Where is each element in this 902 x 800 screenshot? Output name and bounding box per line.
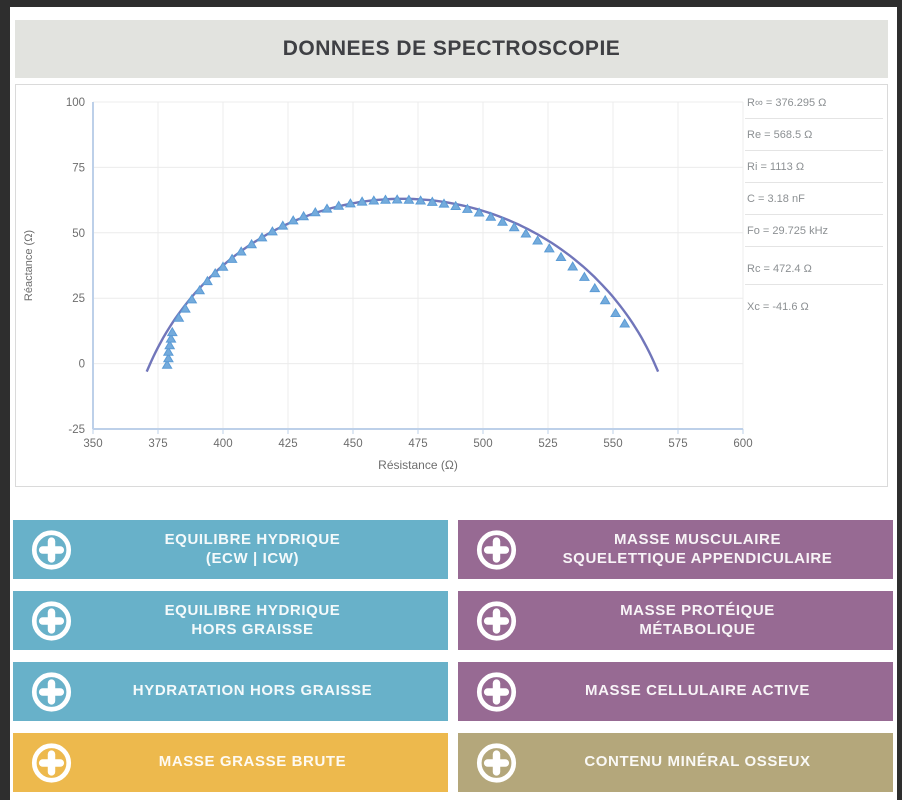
- button-label: MASSE PROTÉIQUE MÉTABOLIQUE: [620, 601, 775, 638]
- plus-icon: [31, 529, 72, 570]
- data-point-marker: [568, 262, 577, 270]
- svg-text:25: 25: [72, 293, 85, 306]
- button-label: HYDRATATION HORS GRAISSE: [132, 682, 373, 700]
- svg-text:50: 50: [72, 227, 85, 240]
- header-bar: [15, 20, 888, 78]
- plus-icon: [476, 600, 517, 641]
- button-equilibre-hydrique-ecw-icw[interactable]: [13, 520, 448, 579]
- button-masse-cellulaire-active[interactable]: [458, 662, 893, 721]
- svg-text:400: 400: [213, 438, 233, 450]
- svg-text:100: 100: [65, 97, 85, 109]
- button-masse-musculaire-squelettique-appendiculaire[interactable]: [458, 520, 893, 579]
- data-point-marker: [580, 273, 589, 281]
- data-point-marker: [545, 244, 554, 252]
- spectroscopy-values-list: [745, 87, 883, 322]
- plus-icon: [31, 671, 72, 712]
- spectro-value-1: Re = 568.5 Ω: [745, 119, 883, 151]
- svg-text:450: 450: [343, 438, 363, 450]
- svg-text:-25: -25: [68, 424, 85, 436]
- spectroscopy-panel: [15, 84, 888, 487]
- spectro-value-5: Rc = 472.4 Ω: [745, 247, 883, 285]
- plus-icon: [31, 600, 72, 641]
- svg-text:500: 500: [473, 438, 493, 450]
- plus-icon: [476, 529, 517, 570]
- chart-canvas: [16, 85, 756, 485]
- data-point-marker: [556, 253, 565, 261]
- body-composition-buttons: [13, 520, 893, 792]
- button-equilibre-hydrique-hors-graisse[interactable]: [13, 591, 448, 650]
- button-label: MASSE GRASSE BRUTE: [158, 753, 347, 771]
- x-axis-label: Résistance (Ω): [378, 458, 458, 472]
- plus-icon: [476, 742, 517, 783]
- button-label: EQUILIBRE HYDRIQUE (ECW | ICW): [164, 530, 341, 567]
- svg-text:0: 0: [78, 358, 85, 371]
- spectro-value-6: Xc = -41.6 Ω: [747, 301, 809, 313]
- button-label: MASSE CELLULAIRE ACTIVE: [585, 682, 810, 700]
- data-point-marker: [195, 286, 204, 294]
- svg-text:550: 550: [603, 438, 623, 450]
- button-masse-proteique-metabolique[interactable]: [458, 591, 893, 650]
- button-label: MASSE MUSCULAIRE SQUELETTIQUE APPENDICULAIRE: [562, 530, 833, 567]
- button-label: EQUILIBRE HYDRIQUE HORS GRAISSE: [164, 601, 341, 638]
- button-masse-grasse-brute[interactable]: [13, 733, 448, 792]
- page-title: DONNEES DE SPECTROSCOPIE: [282, 37, 621, 60]
- button-label: CONTENU MINÉRAL OSSEUX: [584, 753, 811, 771]
- data-point-marker: [620, 319, 629, 327]
- plus-icon: [31, 742, 72, 783]
- data-point-marker: [611, 309, 620, 317]
- svg-text:575: 575: [668, 438, 688, 450]
- spectro-value-4: Fo = 29.725 kHz: [745, 215, 883, 247]
- data-point-marker: [590, 284, 599, 292]
- svg-text:375: 375: [148, 438, 168, 450]
- plus-icon: [476, 671, 517, 712]
- svg-text:75: 75: [72, 162, 85, 175]
- cole-cole-chart: [16, 85, 756, 485]
- data-point-marker: [601, 296, 610, 304]
- button-contenu-mineral-osseux[interactable]: [458, 733, 893, 792]
- svg-text:425: 425: [278, 438, 298, 450]
- spectro-value-0: R∞ = 376.295 Ω: [745, 87, 883, 119]
- y-axis-label: Réactance (Ω): [23, 229, 35, 302]
- svg-text:350: 350: [83, 438, 103, 450]
- spectro-value-3: C = 3.18 nF: [745, 183, 883, 215]
- spectro-value-2: Ri = 1113 Ω: [745, 151, 883, 183]
- svg-text:525: 525: [538, 438, 558, 450]
- svg-text:600: 600: [733, 438, 753, 450]
- svg-text:475: 475: [408, 438, 428, 450]
- button-hydratation-hors-graisse[interactable]: [13, 662, 448, 721]
